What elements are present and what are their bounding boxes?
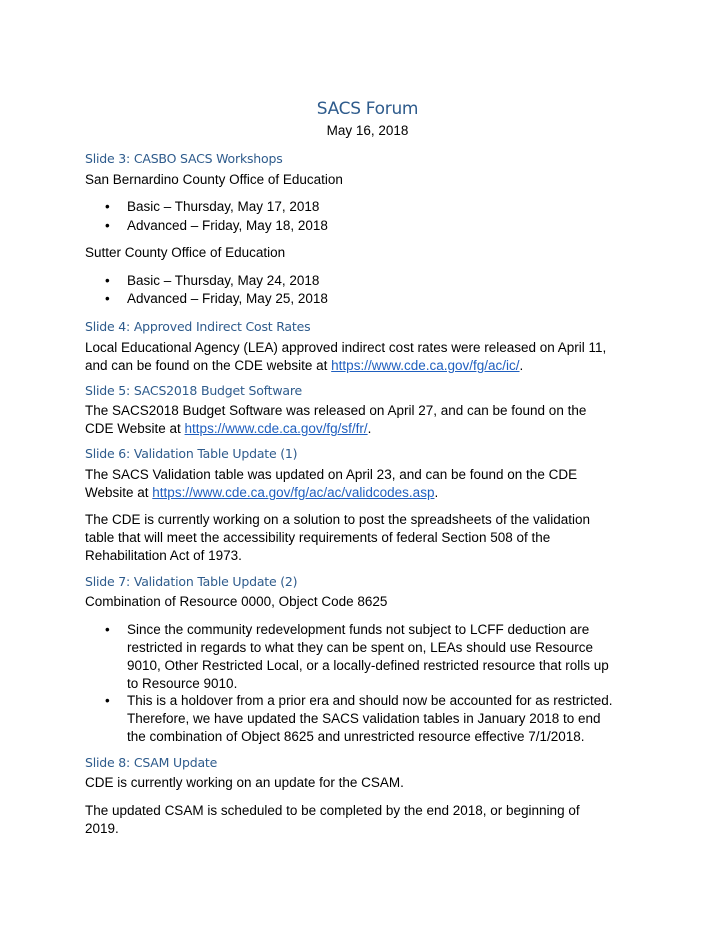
list-item-text: Advanced – Friday, May 25, 2018 <box>127 291 328 306</box>
slide4-text-suffix: . <box>519 358 524 373</box>
slide8-paragraph-line: 2019. <box>85 821 119 836</box>
validation-codes-link[interactable]: https://www.cde.ca.gov/fg/ac/ac/validcodes.asp <box>152 485 435 500</box>
bullet-icon: • <box>105 218 110 233</box>
heading-slide-8: Slide 8: CSAM Update <box>85 755 218 770</box>
slide6-paragraph-line: table that will meet the accessibility requirements of federal Section 508 of the <box>85 530 551 545</box>
slide4-text-prefix: and can be found on the CDE website at <box>85 358 332 373</box>
slide3-subheading-san-bernardino: San Bernardino County Office of Education <box>85 172 343 187</box>
slide6-text-suffix: . <box>434 485 439 500</box>
list-item-text: Basic – Thursday, May 17, 2018 <box>127 199 320 214</box>
slide5-text-line: The SACS2018 Budget Software was released on April 27, and can be found on the <box>85 403 587 418</box>
list-item-text: Since the community redevelopment funds not subject to LCFF deduction are <box>127 622 590 637</box>
list-item-text: 9010, Other Restricted Local, or a locally-defined restricted resource that rolls up <box>127 658 609 673</box>
bullet-icon: • <box>105 693 110 708</box>
slide5-text-prefix: CDE Website at <box>85 421 185 436</box>
slide4-text-line: Local Educational Agency (LEA) approved indirect cost rates were released on April 11, <box>85 340 607 355</box>
heading-slide-7: Slide 7: Validation Table Update (2) <box>85 574 298 589</box>
slide3-subheading-sutter: Sutter County Office of Education <box>85 245 286 260</box>
list-item-text: Advanced – Friday, May 18, 2018 <box>127 218 328 233</box>
list-item-text: the combination of Object 8625 and unrestricted resource effective 7/1/2018. <box>127 729 585 744</box>
heading-slide-3: Slide 3: CASBO SACS Workshops <box>85 151 283 166</box>
slide8-paragraph-line: The updated CSAM is scheduled to be completed by the end 2018, or beginning of <box>85 803 580 818</box>
indirect-cost-rates-link[interactable]: https://www.cde.ca.gov/fg/ac/ic/ <box>331 358 520 373</box>
slide8-text-line: CDE is currently working on an update for the CSAM. <box>85 775 404 790</box>
bullet-icon: • <box>105 291 110 306</box>
bullet-icon: • <box>105 622 110 637</box>
slide5-text-suffix: . <box>367 421 372 436</box>
list-item-text: restricted in regards to what they can be spent on, LEAs should use Resource <box>127 640 594 655</box>
bullet-icon: • <box>105 273 110 288</box>
slide6-paragraph-line: Rehabilitation Act of 1973. <box>85 548 242 563</box>
heading-slide-4: Slide 4: Approved Indirect Cost Rates <box>85 319 311 334</box>
slide6-text-line <box>85 485 438 500</box>
list-item-text: Basic – Thursday, May 24, 2018 <box>127 273 320 288</box>
document-title: SACS Forum <box>316 99 419 119</box>
list-item-text: This is a holdover from a prior era and should now be accounted for as restricted. <box>127 693 613 708</box>
slide5-text-line <box>85 421 371 436</box>
slide6-text-prefix: Website at <box>85 485 153 500</box>
list-item-text: to Resource 9010. <box>127 676 238 691</box>
bullet-icon: • <box>105 199 110 214</box>
heading-slide-6: Slide 6: Validation Table Update (1) <box>85 446 298 461</box>
budget-software-link[interactable]: https://www.cde.ca.gov/fg/sf/fr/ <box>184 421 368 436</box>
slide4-text-line <box>85 358 523 373</box>
slide6-paragraph-line: The CDE is currently working on a solution to post the spreadsheets of the validation <box>85 512 591 527</box>
slide7-subheading: Combination of Resource 0000, Object Code 8625 <box>85 594 388 609</box>
list-item-text: Therefore, we have updated the SACS validation tables in January 2018 to end <box>127 711 601 726</box>
document-date: May 16, 2018 <box>326 123 409 138</box>
slide6-text-line: The SACS Validation table was updated on April 23, and can be found on the CDE <box>85 467 578 482</box>
heading-slide-5: Slide 5: SACS2018 Budget Software <box>85 383 302 398</box>
